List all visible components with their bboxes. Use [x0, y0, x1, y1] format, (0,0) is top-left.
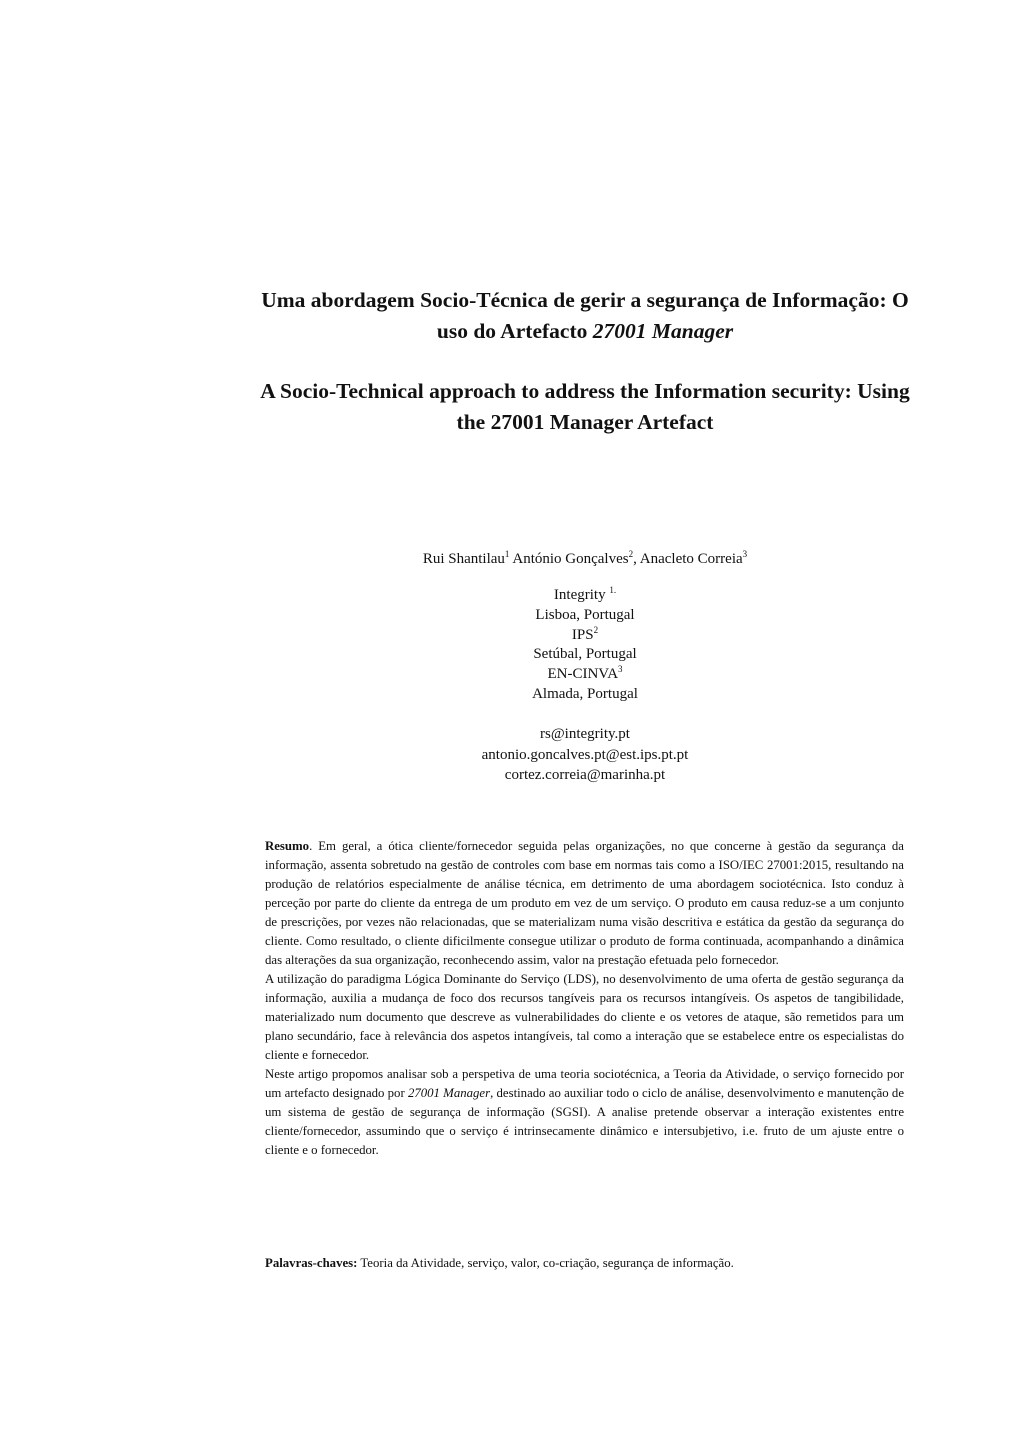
author-superscript: 2 — [628, 549, 634, 559]
email-address: rs@integrity.pt — [540, 726, 630, 742]
email-address: cortez.correia@marinha.pt — [504, 767, 666, 783]
title-english — [205, 376, 965, 438]
title-pt-line2 — [205, 316, 965, 347]
affiliation-list — [470, 586, 700, 705]
abstract-paragraph-2: A utilização do paradigma Lógica Dominante do Serviço (LDS), no desenvolvimento de uma oferta de gestão segurança da informação, auxilia a mudança de foco dos recursos tangíveis para os recursos intangíveis. Os aspetos de tangibilidade, materializado num documento que descreve as vulnerabilidades do cliente e os vetores de ataque, são remetidos para um plano secundário, face à relevância dos aspetos intangíveis, tal como a interação que se estabelece entre os especialistas do cliente e fornecedor. — [265, 972, 904, 1062]
keywords-text: Teoria da Atividade, serviço, valor, co-criação, segurança de informação. — [357, 1256, 734, 1270]
affiliation-place: Almada, Portugal — [532, 685, 638, 702]
title-pt-line2-prefix: uso do Artefacto — [436, 319, 593, 343]
email-address: antonio.goncalves.pt@est.ips.pt.pt — [481, 746, 689, 763]
affiliation-place: Lisboa, Portugal — [535, 606, 635, 623]
email-list — [420, 724, 750, 786]
author-superscript: 3 — [742, 549, 748, 559]
affiliation-org: IPS$^2$ — [571, 624, 599, 643]
author-name: António Gonçalves — [512, 551, 629, 567]
keywords-label: Palavras-chaves: — [265, 1256, 358, 1270]
abstract-paragraph-3: Neste artigo propomos analisar sob a perspetiva de uma teoria sociotécnica, a Teoria da Atividade, o serviço fornecido por um artefacto designado por 27001 Manager, destinado ao auxiliar todo o ciclo de análise, desenvolvimento e manutenção de um sistema de gestão de segurança de informação (SGSI). A analise pretende observar a interação existentes entre cliente/fornecedor, assumindo que o serviço é intrinsecamente dinâmico e intersubjetivo, i.e. fruto de um ajuste entre o cliente e o fornecedor. — [265, 1067, 905, 1157]
affiliation-place: Setúbal, Portugal — [533, 646, 637, 663]
title-en-line2: the 27001 Manager Artefact — [456, 410, 714, 434]
author-name: Rui Shantilau — [422, 551, 505, 567]
abstract-label: Resumo — [265, 839, 310, 853]
author-name: Anacleto Correia — [639, 551, 743, 567]
affiliation-org: EN-CINVA$^3$ — [547, 664, 623, 683]
abstract-paragraph-1: Resumo. Em geral, a ótica cliente/fornecedor seguida pelas organizações, no que concerne à gestão da segurança da informação, assenta sobretudo na gestão de controles com base em normas tais como a ISO/IEC 27001:2015, resultando na produção de relatórios especialmente de análise técnica, em detrimento de uma abordagem sociotécnica. Isto conduz à perceção por parte do cliente da entrega de um produto em vez de um serviço. O produto em causa reduz-se a um conjunto de prescrições, por vezes não relacionadas, que se materializam numa visão descritiva e estática da gestão da segurança do cliente. Como resultado, o cliente dificilmente consegue utilizar o produto de forma continuada, acompanhando a dinâmica das alterações da sua organização, reconhecendo assim, valor na prestação efetuada pelo fornecedor. — [265, 839, 904, 967]
title-en-line1: A Socio-Technical approach to address the Information security: Using — [260, 379, 910, 403]
title-pt-line2-italic: 27001 Manager — [592, 319, 734, 343]
author-superscript: 1 — [504, 549, 510, 559]
title-pt-line1: Uma abordagem Socio-Técnica de gerir a segurança de Informação: O — [261, 288, 909, 312]
author-list: Rui Shantilau$^1$ António Gonçalves$^2$, Anacleto Correia$^3$ — [422, 549, 748, 567]
affiliation-org: Integrity $^{1.}$ — [553, 585, 617, 603]
keywords — [265, 1254, 904, 1273]
title-portuguese — [205, 285, 965, 347]
abstract — [265, 837, 904, 1160]
